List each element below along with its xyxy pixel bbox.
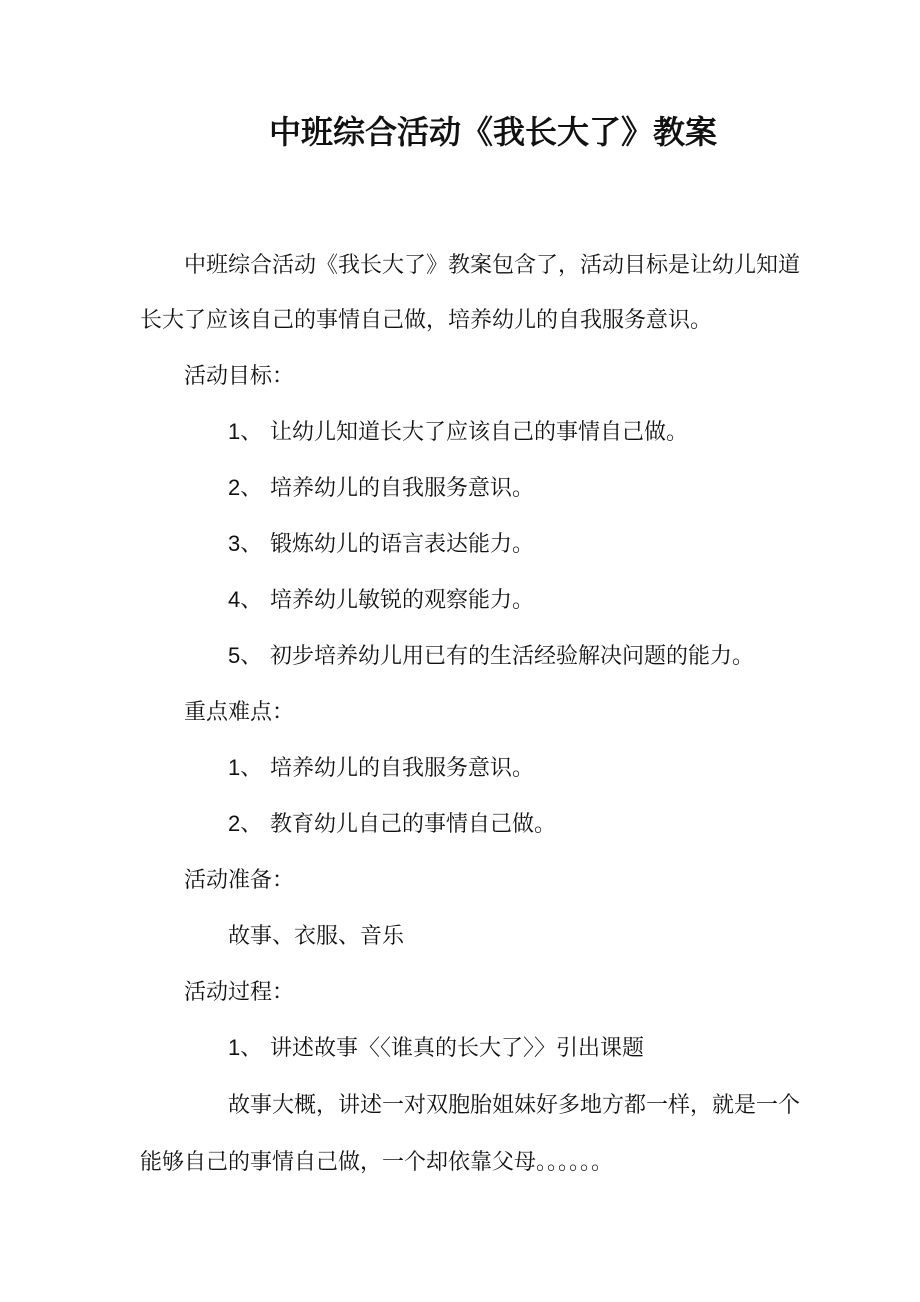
intro-line-1: 中班综合活动《我长大了》教案包含了，活动目标是让幼儿知道 [184, 252, 801, 277]
list-text: 培养幼儿的自我服务意识。 [270, 475, 535, 500]
list-number: 3、 [228, 531, 263, 556]
preparation-heading: 活动准备： [184, 867, 295, 892]
goal-item-5 [228, 642, 754, 670]
list-text: 教育幼儿自己的事情自己做。 [270, 811, 557, 836]
preparation-text: 故事、衣服、音乐 [228, 923, 405, 948]
document-title: 中班综合活动《我长大了》教案 [268, 114, 717, 150]
list-number: 1、 [228, 755, 263, 780]
list-number: 1、 [228, 1035, 263, 1060]
goals-heading: 活动目标： [184, 363, 295, 388]
story-line-2: 能够自己的事情自己做，一个却依靠父母。。。。。。 [140, 1149, 614, 1174]
list-number: 4、 [228, 587, 263, 612]
goal-item-1 [228, 418, 688, 446]
list-text: 讲述故事〈〈谁真的长大了〉〉引出课题 [270, 1035, 645, 1060]
list-number: 2、 [228, 811, 263, 836]
story-line-1: 故事大概，讲述一对双胞胎姐妹好多地方都一样，就是一个 [228, 1092, 801, 1117]
list-text: 培养幼儿敏锐的观察能力。 [270, 587, 535, 612]
list-text: 培养幼儿的自我服务意识。 [270, 755, 535, 780]
list-number: 1、 [228, 419, 263, 444]
key-point-item-2 [228, 810, 556, 838]
goal-item-3 [228, 530, 534, 558]
list-number: 5、 [228, 643, 263, 668]
key-points-heading: 重点难点： [184, 699, 295, 724]
intro-line-2: 长大了应该自己的事情自己做，培养幼儿的自我服务意识。 [140, 307, 713, 332]
process-item-1 [228, 1034, 644, 1062]
goal-item-4 [228, 586, 534, 614]
list-text: 让幼儿知道长大了应该自己的事情自己做。 [270, 419, 689, 444]
list-text: 锻炼幼儿的语言表达能力。 [270, 531, 535, 556]
goal-item-2 [228, 474, 534, 502]
list-number: 2、 [228, 475, 263, 500]
key-point-item-1 [228, 754, 534, 782]
process-heading: 活动过程： [184, 979, 295, 1004]
list-text: 初步培养幼儿用已有的生活经验解决问题的能力。 [270, 643, 755, 668]
